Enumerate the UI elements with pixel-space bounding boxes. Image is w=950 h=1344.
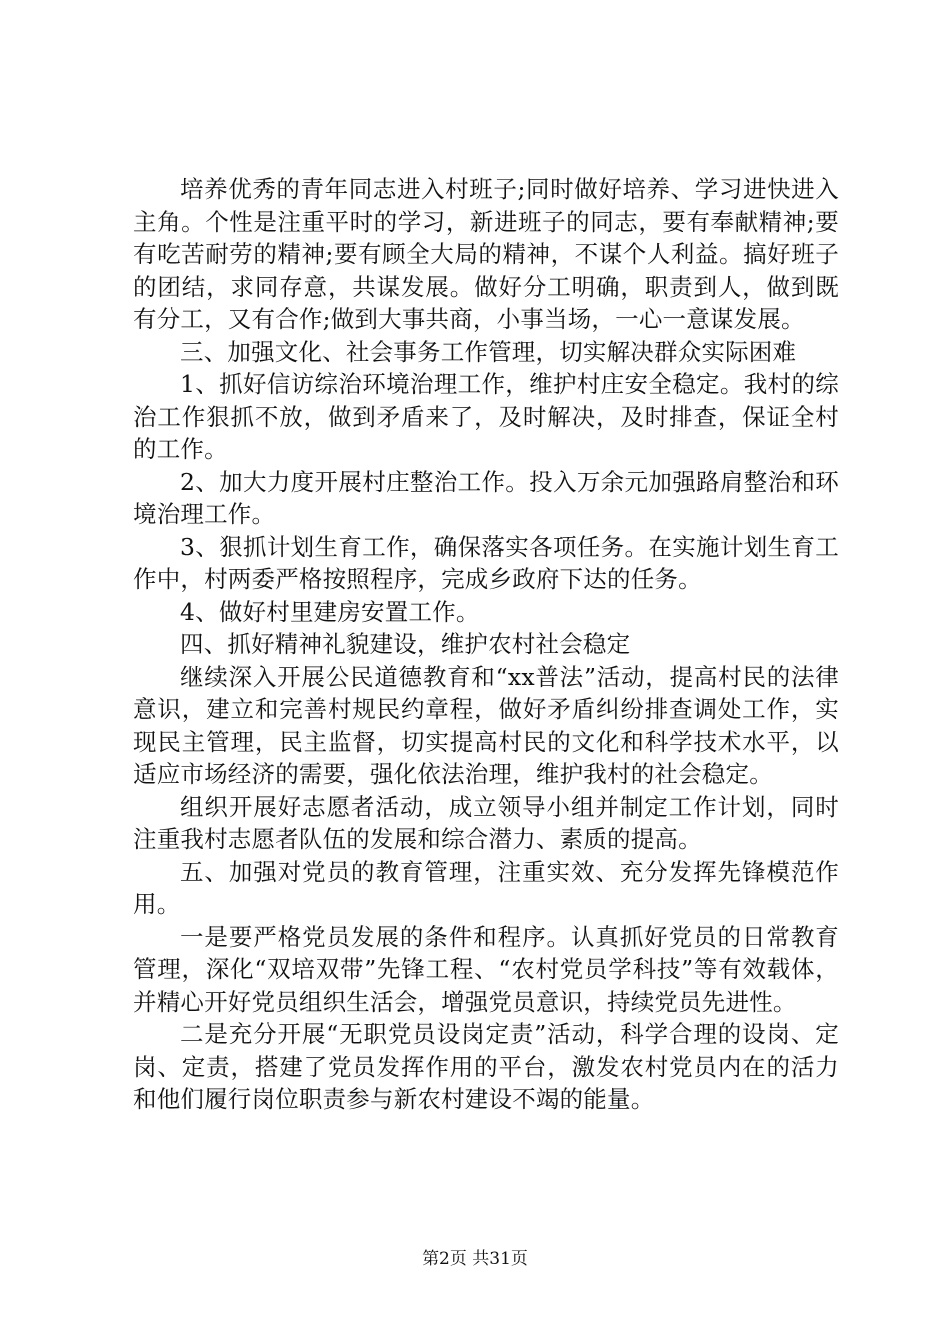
paragraph-item-1: 1、抓好信访综治环境治理工作，维护村庄安全稳定。我村的综治工作狠抓不放，做到矛盾来了，及时解决，及时排查，保证全村的工作。 bbox=[133, 370, 839, 463]
section-heading-3: 三、加强文化、社会事务工作管理，切实解决群众实际困难 bbox=[180, 337, 797, 366]
paragraph-law-education: 继续深入开展公民道德教育和“xx普法”活动，提高村民的法律意识，建立和完善村规民约章程，做好矛盾纠纷排查调处工作，实现民主管理，民主监督，切实提高村民的文化和科学技术水平，以适应市场经济的需要，强化依法治理，维护我村的社会稳定。 bbox=[133, 662, 839, 788]
paragraph-item-4: 4、做好村里建房安置工作。 bbox=[180, 597, 480, 626]
document-body bbox=[133, 173, 839, 1116]
paragraph-item-2: 2、加大力度开展村庄整治工作。投入万余元加强路肩整治和环境治理工作。 bbox=[133, 467, 839, 528]
section-heading-5: 五、加强对党员的教育管理，注重实效、充分发挥先锋模范作用。 bbox=[133, 857, 839, 918]
paragraph-party-posts: 二是充分开展“无职党员设岗定责”活动，科学合理的设岗、定岗、定责，搭建了党员发挥作用的平台，激发农村党员内在的活力和他们履行岗位职责参与新农村建设不竭的能量。 bbox=[133, 1020, 839, 1113]
paragraph-1: 培养优秀的青年同志进入村班子;同时做好培养、学习进快进入主角。个性是注重平时的学习，新进班子的同志，要有奉献精神;要有吃苦耐劳的精神;要有顾全大局的精神，不谋个人利益。搞好班子的团结，求同存意，共谋发展。做好分工明确，职责到人，做到既有分工，又有合作;做到大事共商，小事当场，一心一意谋发展。 bbox=[133, 175, 839, 333]
paragraph-party-development: 一是要严格党员发展的条件和程序。认真抓好党员的日常教育管理，深化“双培双带”先锋工程、“农村党员学科技”等有效载体，并精心开好党员组织生活会，增强党员意识，持续党员先进性。 bbox=[133, 922, 839, 1016]
page-number: 第2页 共31页 bbox=[422, 1249, 528, 1269]
paragraph-volunteers: 组织开展好志愿者活动，成立领导小组并制定工作计划，同时注重我村志愿者队伍的发展和综合潜力、素质的提高。 bbox=[133, 792, 839, 853]
paragraph-item-3: 3、狠抓计划生育工作，确保落实各项任务。在实施计划生育工作中，村两委严格按照程序，完成乡政府下达的任务。 bbox=[133, 532, 839, 593]
section-heading-4: 四、抓好精神礼貌建设，维护农村社会稳定 bbox=[180, 630, 631, 658]
